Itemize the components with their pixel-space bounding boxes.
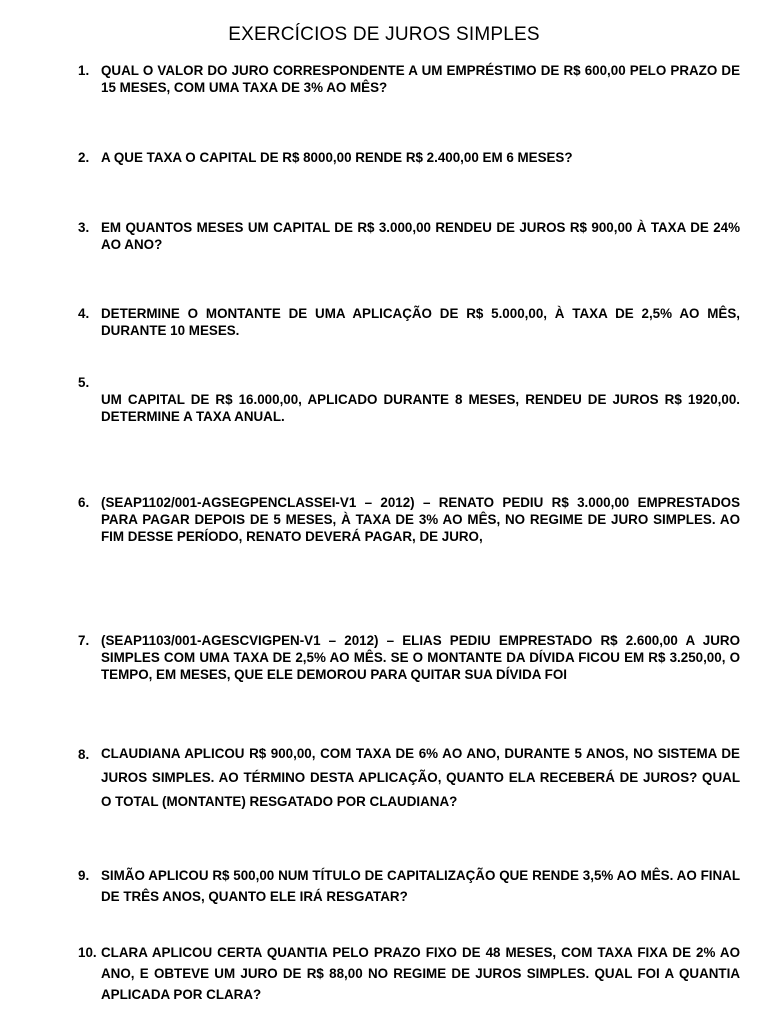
question-number: 3. <box>78 220 90 235</box>
page-title: EXERCÍCIOS DE JUROS SIMPLES <box>228 24 540 45</box>
question-text: (SEAP1103/001-AGESCVIGPEN-V1 – 2012) – ELIAS PEDIU EMPRESTADO R$ 2.600,00 A JURO SIMPLES COM UMA TAXA DE 2,5% AO MÊS. SE O MONTANTE DA DÍVIDA FICOU EM R$ 3.250,00, O TEMPO, EM MESES, QUE ELE DEMOROU PARA QUITAR SUA DÍVIDA FOI <box>101 633 740 682</box>
question-number: 8. <box>78 747 90 762</box>
question-text: DETERMINE O MONTANTE DE UMA APLICAÇÃO DE R$ 5.000,00, À TAXA DE 2,5% AO MÊS, DURANTE 10 MESES. <box>101 306 740 338</box>
question-text: CLARA APLICOU CERTA QUANTIA PELO PRAZO FIXO DE 48 MESES, COM TAXA FIXA DE 2% AO ANO, E OBTEVE UM JURO DE R$ 88,00 NO REGIME DE JUROS SIMPLES. QUAL FOI A QUANTIA APLICADA POR CLARA? <box>101 945 740 1002</box>
question-text: (SEAP1102/001-AGSEGPENCLASSEI-V1 – 2012) – RENATO PEDIU R$ 3.000,00 EMPRESTADOS PARA PAGAR DEPOIS DE 5 MESES, À TAXA DE 3% AO MÊS, NO REGIME DE JURO SIMPLES. AO FIM DESSE PERÍODO, RENATO DEVERÁ PAGAR, DE JURO, <box>101 495 740 544</box>
question-8 <box>78 746 740 814</box>
question-1 <box>78 62 740 96</box>
question-number: 9. <box>78 868 90 883</box>
question-10 <box>78 944 740 1005</box>
question-5-text: UM CAPITAL DE R$ 16.000,00, APLICADO DURANTE 8 MESES, RENDEU DE JUROS R$ 1920,00. DETERMINE A TAXA ANUAL. <box>101 392 740 424</box>
question-text: EM QUANTOS MESES UM CAPITAL DE R$ 3.000,00 RENDEU DE JUROS R$ 900,00 À TAXA DE 24% AO ANO? <box>101 220 740 252</box>
question-number: 6. <box>78 495 90 510</box>
question-number: 1. <box>78 63 90 78</box>
question-number: 4. <box>78 306 90 321</box>
question-9 <box>78 867 740 907</box>
question-text: QUAL O VALOR DO JURO CORRESPONDENTE A UM EMPRÉSTIMO DE R$ 600,00 PELO PRAZO DE 15 MESES, COM UMA TAXA DE 3% AO MÊS? <box>101 63 740 95</box>
question-4 <box>78 305 740 339</box>
question-3 <box>78 219 740 253</box>
question-number: 7. <box>78 633 90 648</box>
question-number: 10. <box>78 945 97 960</box>
question-6 <box>78 494 740 545</box>
question-7 <box>78 632 740 683</box>
question-text: SIMÃO APLICOU R$ 500,00 NUM TÍTULO DE CAPITALIZAÇÃO QUE RENDE 3,5% AO MÊS. AO FINAL DE TRÊS ANOS, QUANTO ELE IRÁ RESGATAR? <box>101 868 740 904</box>
question-text: A QUE TAXA O CAPITAL DE R$ 8000,00 RENDE R$ 2.400,00 EM 6 MESES? <box>101 150 573 165</box>
question-text: CLAUDIANA APLICOU R$ 900,00, COM TAXA DE 6% AO ANO, DURANTE 5 ANOS, NO SISTEMA DE JUROS SIMPLES. AO TÉRMINO DESTA APLICAÇÃO, QUANTO ELA RECEBERÁ DE JUROS? QUAL O TOTAL (MONTANTE) RESGATADO POR CLAUDIANA? <box>101 746 740 809</box>
question-number: 2. <box>78 150 90 165</box>
question-number: 5. <box>78 375 90 390</box>
question-2 <box>78 149 740 166</box>
